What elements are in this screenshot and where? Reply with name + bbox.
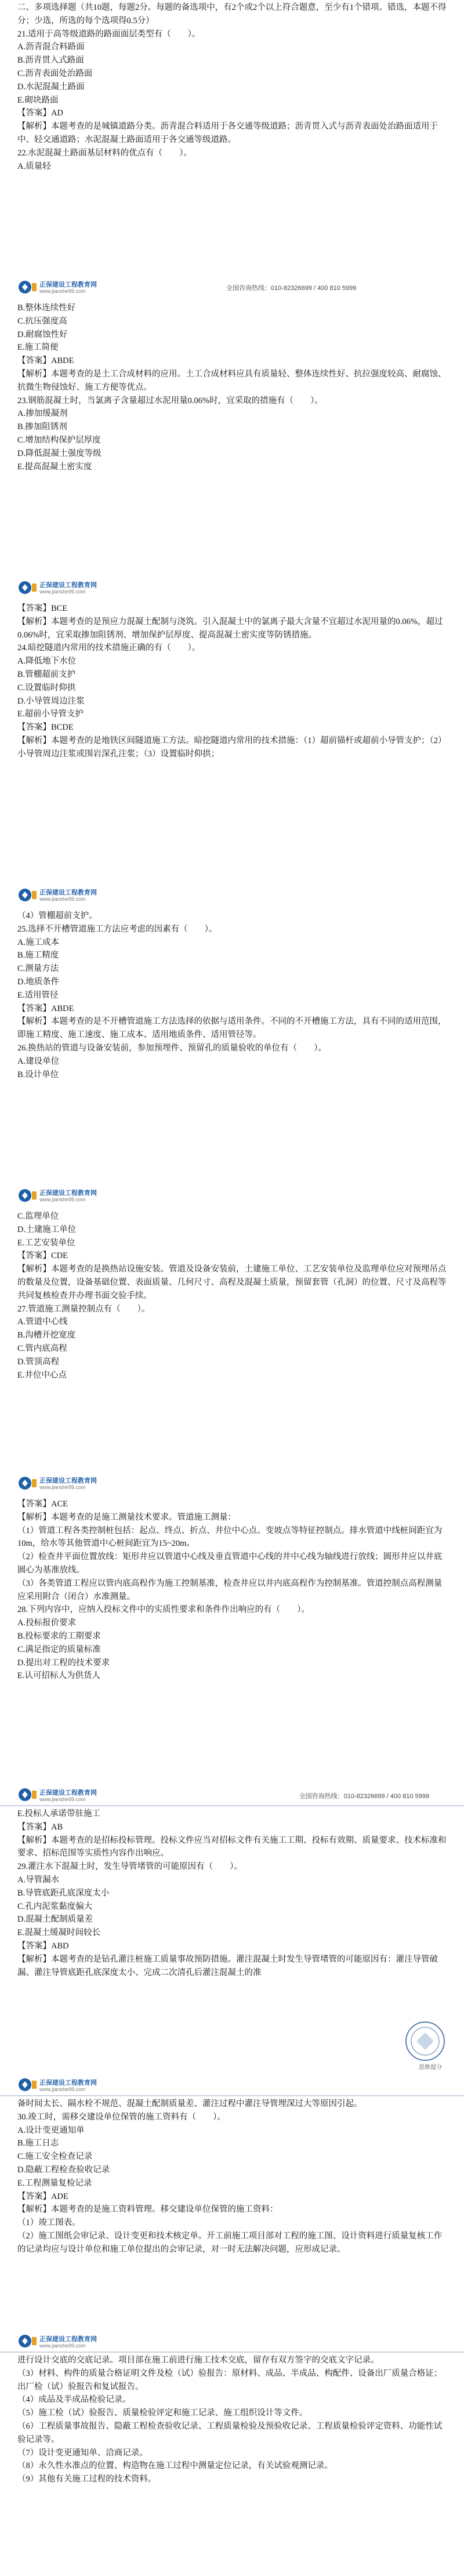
text-line: D.混凝土配制质量差 [17,1915,93,1925]
brand-logo-icon [17,887,37,903]
text-line: （3）材料、构件的质量合格证明文件及检（试）验报告：原材料、成品、半成品、构配件、设备出厂质量合格证；出厂检（试）验报告和复试报告。 [17,2368,443,2392]
text-line: B.投标要求的工期要求 [17,1631,101,1641]
text-line: E.工程测量复检记录 [17,2178,92,2188]
text-line: A.管道中心线 [17,1317,68,1327]
text-line: （6）工程质量事故报告、隐蔽工程检查验收记录、工程质量检验及预验收记录、工程质量检验评定资料、功能性试验记录等。 [17,2421,443,2444]
text-line: （1）竣工图表。 [17,2218,81,2228]
brand-logo-icon [17,580,37,595]
text-line: 【解析】本题考查的是土工合成材料的应用。土工合成材料应具有质量轻、整体连续性好、抗拉强度较高、耐腐蚀、抗微生物侵蚀好、施工方便等优点。 [17,369,447,392]
text-line: E.认可招标人为供货人 [17,1671,100,1681]
text-line: 【答案】BCE [17,604,68,613]
page-footer [0,1470,464,1497]
text-line: E.适用管径 [17,990,59,1000]
brand-logo-icon [17,2077,37,2092]
text-line: 【答案】ACE [17,1499,68,1509]
text-line: A.施工成本 [17,937,60,947]
page-header [0,2074,464,2096]
page-content [0,601,464,761]
page-footer [0,274,464,300]
brand-name: 正保建设工程教育网 [39,582,97,589]
text-line: A.建设单位 [17,1056,60,1066]
text-line: 【解析】本题考查的是招标投标管理。投标文件应当对招标文件有关施工工期、投标有效期、质量要求、技术标准和要求、招标范围等实质性内容作出响应。 [17,1835,447,1858]
page-footer [0,1182,464,1209]
text-line: 【解析】本题考查的是钻孔灌注桩施工质量事故预防措施。灌注混凝土时发生导管堵管的可能原因有：灌注导管破漏、灌注导管底距孔底深度太小、完成二次清孔后灌注混凝土的准 [17,1954,438,1977]
text-line: （5）施工检（试）验报告、质量检验评定和施工记录、施工组织设计等文件。 [17,2408,308,2418]
text-line: D.降低混凝土强度等级 [17,448,102,458]
text-line: D.耐腐蚀性好 [17,329,68,339]
text-line: （8）永久性水准点的位置、构造物在施工过程中测量定位记录，有关试验观测记录。 [17,2461,333,2471]
page-content [0,1497,464,1683]
page-3 [0,601,464,908]
page-footer [0,882,464,908]
text-line: B.沟槽开挖宽度 [17,1331,76,1340]
text-line: E.井位中心点 [17,1370,67,1380]
text-line: 【答案】AB [17,1822,63,1832]
hotline-text: 全国咨询热线：010-82326699 / 400 810 5999 [226,285,357,292]
text-line: D.管顶高程 [17,1357,60,1367]
text-line: C.测量方法 [17,964,59,974]
text-line: A.掺加缓凝剂 [17,409,68,419]
text-line: B.设计单位 [17,1070,59,1079]
brand-name: 正保建设工程教育网 [39,281,97,288]
text-line: A.设计变更通知单 [17,2125,85,2135]
text-line: D.土建施工单位 [17,1224,77,1234]
text-line: 【解析】本题考查的是预应力混凝土配制与浇筑。引入混凝土中的氯离子最大含量不宜超过水泥用量的0.06%，超过0.06%时，宜采取掺加阻锈剂、增加保护层厚度、提高混凝土密实度等防锈措施。 [17,617,443,640]
text-line: E.工艺安装单位 [17,1238,75,1248]
page-content [0,908,464,1081]
text-line: C.满足指定的质量标准 [17,1644,101,1654]
brand-logo-icon [17,280,37,295]
text-line: 【答案】BCDE [17,723,74,733]
page-7 [0,1784,464,2074]
text-line: 24.暗挖隧道内常用的技术措施正确的有（ ）。 [17,643,201,653]
page-content [0,0,464,173]
text-line: C.施工安全检查记录 [17,2152,93,2162]
text-line: E.混凝土缓凝时间较长 [17,1928,100,1938]
brand-url[interactable]: www.jianshe99.com [39,1197,86,1202]
text-line: D.隐蔽工程检查验收记录 [17,2165,110,2175]
text-line: 【答案】ABDE [17,356,74,366]
page-content [0,1806,464,1979]
brand-url[interactable]: www.jianshe99.com [39,2086,86,2092]
text-line: 进行设计交底的交底记录。项目部在施工前进行施工技术交底，留存有双方签字的交底文字记录。 [17,2356,379,2365]
brand-logo-icon [17,1476,37,1491]
text-line: C.增加结构保护层厚度 [17,435,101,445]
text-line: 26.换热站的管道与设备安装前，参加预埋件、预留孔的质量验收的单位有（ ）。 [17,1043,327,1053]
text-line: （2）检查井平面位置放线：矩形井应以管道中心线及垂直管道中心线的井中心线为轴线进行放线；圆形井应以井底圆心为基准放线。 [17,1552,443,1575]
brand-name: 正保建设工程教育网 [39,1789,97,1796]
text-line: E.砌块路面 [17,95,59,105]
brand-url[interactable]: www.jianshe99.com [39,1796,86,1802]
text-line: D.水泥混凝土路面 [17,82,85,92]
text-line: 【解析】本题考查的是施工资料管理。移交建设单位保管的施工资料： [17,2205,278,2215]
text-line: 二、多项选择题（共10题，每题2分。每题的备选项中，有2个或2个以上符合题意，至少有1个错项。错选，本题不得分；少选，所选的每个选项得0.5分） [17,3,447,26]
text-line: （4）管棚超前支护。 [17,911,97,921]
text-line: D.地质条件 [17,977,60,987]
text-line: B.管棚超前支护 [17,669,76,679]
text-line: 【解析】本题考查的是换热站设施安装。管道及设备安装前，土建施工单位、工艺安装单位及监理单位应对预埋吊点的数量及位置，设备基础位置、表面质量、几何尺寸、高程及混凝土质量，预留套管（孔洞）的位置、尺寸及高程等共同复核检查并办理书面交验手续。 [17,1265,447,1300]
page-content [0,1209,464,1382]
text-line: 【答案】AD [17,108,63,118]
text-line: D.小导管周边注浆 [17,696,85,706]
text-line: B.导管底距孔底深度太小 [17,1888,110,1898]
text-line: A.导管漏水 [17,1875,60,1885]
text-line: （7）设计变更通知单、洽商记录。 [17,2448,148,2458]
text-line: C.抗压强度高 [17,316,67,326]
text-line: B.掺加阻锈剂 [17,422,67,432]
seal-stamp-icon [404,2020,447,2063]
brand-name: 正保建设工程教育网 [39,1190,97,1197]
text-line: 备时间太长、隔水栓不规范、混凝土配制质量差、灌注过程中灌注导管埋深过大等原因引起。 [17,2099,362,2108]
brand-name: 正保建设工程教育网 [39,2336,97,2343]
text-line: E.提高混凝土密实度 [17,462,92,472]
brand-url[interactable]: www.jianshe99.com [39,896,86,902]
text-line: B.施工精度 [17,951,59,961]
text-line: A.投标报价要求 [17,1618,77,1628]
text-line: 23.钢筋混凝土时，当氯离子含量超过水泥用量0.06%时，宜采取的措施有（ ）。 [17,396,323,405]
text-line: 29.灌注水下混凝土时，发生导管堵管的可能原因有（ ）。 [17,1862,242,1872]
text-line: 【答案】CDE [17,1251,68,1261]
page-2 [0,300,464,601]
text-line: （1）管道工程各类控制桩包括：起点、终点、折点、井位中心点、变坡点等特征控制点。排水管道中线桩间距宜为10m，给水等其他管道中心桩间距宜为15~20m。 [17,1526,443,1549]
text-line: A.沥青混合料路面 [17,42,85,52]
text-line: （2）施工图纸会审记录、设计变更和技术核定单。开工前施工项目部对工程的施工图、设计资料进行质量复核工作的记录均应与设计单位和施工单位提出的会审记录，对一时无法解决问题，应形成记录。 [17,2231,443,2254]
text-line: （3）各类管道工程应以管内底高程作为施工控制基准，检查井应以井内底高程作为控制基准。管道控制点高程测量应采用附合（闭合）水准测量。 [17,1578,443,1602]
text-line: E.超前小导管支护 [17,709,84,719]
brand-name: 正保建设工程教育网 [39,1477,97,1484]
text-line: 【答案】ADE [17,2191,68,2201]
page-header [0,2331,464,2353]
text-line: E.投标人承诺带驻施工 [17,1809,100,1818]
text-line: D.提出对工程的技术要求 [17,1658,110,1668]
brand-url[interactable]: www.jianshe99.com [39,1484,86,1490]
text-line: C.孔内泥浆黏度偏大 [17,1901,93,1911]
text-line: C.沥青表面处治路面 [17,68,93,78]
page-content [0,2096,464,2256]
brand-name: 正保建设工程教育网 [39,889,97,896]
brand-logo-icon [17,1787,37,1802]
text-line: C.设置临时仰拱 [17,683,76,693]
text-line: B.整体连续性好 [17,303,76,313]
brand-url[interactable]: www.jianshe99.com [39,2343,86,2349]
text-line: （4）成品及半成品检验记录。 [17,2395,131,2405]
hotline-text: 全国咨询热线：010-82326699 / 400 810 5999 [299,1793,429,1800]
text-line: 【答案】ABD [17,1941,69,1951]
text-line: 28.下列内容中，应纳入投标文件中的实质性要求和条件作出响应的有（ ）。 [17,1605,310,1615]
text-line: B.施工日志 [17,2139,59,2149]
text-line: 【解析】本题考查的是城镇道路分类。沥青混合料适用于各交通等级道路；沥青贯入式与沥青表面处治路面适用于中、轻交通道路；水泥混凝土路面适用于各交通等级道路。 [17,122,438,144]
text-line: C.监理单位 [17,1212,59,1221]
stamp-label: 思维提分 [419,2064,442,2071]
page-6 [0,1497,464,1784]
text-line: （9）其他有关施工过程的技术资料。 [17,2474,157,2484]
brand-logo-icon [17,2334,37,2349]
text-line: 【解析】本题考查的是地铁区间隧道施工方法。暗挖隧道内常用的技术措施：（1）超前锚杆或超前小导管支护；（2）小导管周边注浆或围岩深孔注浆；（3）设置临时仰拱； [17,736,447,759]
text-line: 【解析】本题考查的是施工测量技术要求。管道施工测量： [17,1512,236,1522]
text-line: A.质量轻 [17,161,51,171]
page-1 [0,0,464,300]
text-line: 27.管道施工测量控制点有（ ）。 [17,1304,150,1314]
text-line: 21.适用于高等级道路的路面面层类型有（ ）。 [17,29,201,39]
brand-logo-icon [17,1188,37,1203]
page-9 [0,2331,464,2576]
text-line: 【答案】ABDE [17,1003,74,1013]
text-line: A.降低地下水位 [17,657,77,666]
page-8 [0,2074,464,2331]
brand-url[interactable]: www.jianshe99.com [39,288,86,294]
text-line: 25.选择不开槽管道施工方法应考虑的因素有（ ）。 [17,924,217,934]
page-content [0,2353,464,2486]
brand-url[interactable]: www.jianshe99.com [39,589,86,595]
page-4 [0,908,464,1209]
text-line: E.施工简便 [17,343,59,353]
text-line: 22.水泥混凝土路面基层材料的优点有（ ）。 [17,148,192,158]
text-line: 30.竣工时，需移交建设单位保管的施工资料有（ ）。 [17,2112,226,2122]
brand-name: 正保建设工程教育网 [39,2079,97,2086]
text-line: C.管内底高程 [17,1343,67,1353]
page-header [0,1784,464,1806]
text-line: B.沥青贯入式路面 [17,56,84,66]
page-5 [0,1209,464,1497]
page-footer [0,574,464,601]
page-content [0,300,464,473]
text-line: 【解析】本题考查的是不开槽管道施工方法选择的依据与适用条件。不同的不开槽施工方法，具有不同的适用范围，即施工精度、施工速度、施工成本、适用地质条件、适用管径等。 [17,1017,447,1040]
